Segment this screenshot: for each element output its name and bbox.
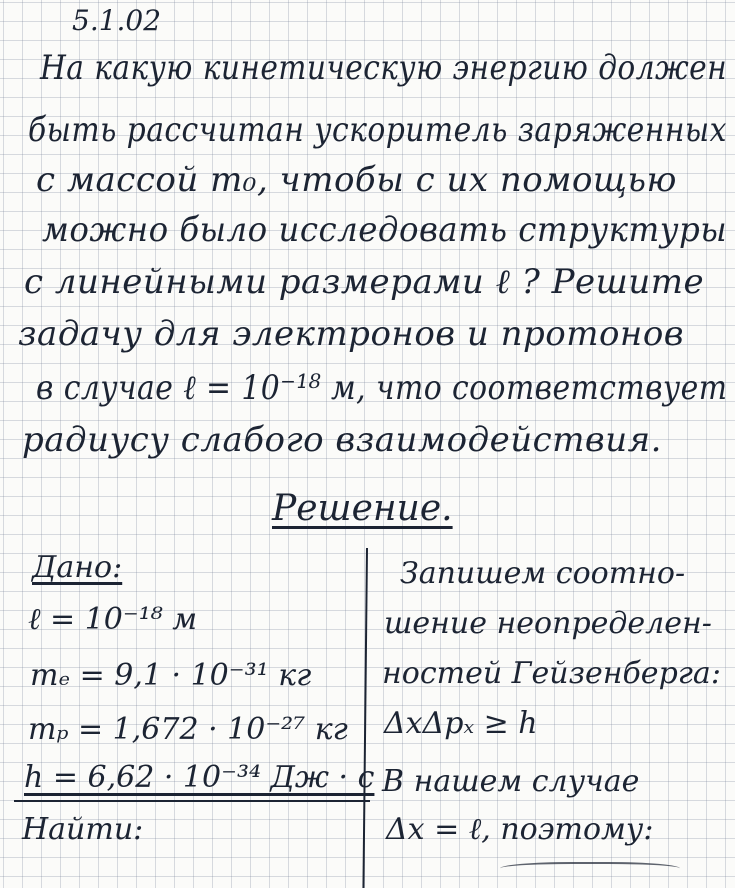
solution-line-2: шение неопределен- — [384, 606, 712, 641]
problem-line-1: На какую кинетическую энергию должен — [40, 48, 728, 88]
solution-line-4: ΔxΔpₓ ≥ h — [384, 706, 538, 741]
given-planck-constant: h = 6,62 · 10⁻³⁴ Дж · с — [24, 760, 375, 795]
find-title: Найти: — [22, 812, 144, 847]
problem-line-7: в случае ℓ = 10⁻¹⁸ м, что соответствует — [36, 368, 728, 408]
solution-line-3: ностей Гейзенберга: — [382, 656, 721, 691]
solution-heading: Решение. — [272, 488, 453, 529]
cut-off-handwriting — [500, 862, 680, 878]
column-divider — [362, 548, 368, 888]
problem-number: 5.1.02 — [72, 4, 162, 37]
given-electron-mass: mₑ = 9,1 · 10⁻³¹ кг — [30, 658, 312, 693]
problem-line-5: с линейными размерами ℓ ? Решите — [24, 262, 705, 302]
given-length: ℓ = 10⁻¹⁸ м — [28, 602, 198, 637]
solution-line-1: Запишем соотно- — [400, 556, 686, 591]
solution-line-5: В нашем случае — [382, 764, 640, 799]
given-proton-mass: mₚ = 1,672 · 10⁻²⁷ кг — [28, 712, 348, 747]
problem-line-4: можно было исследовать структуры — [42, 210, 728, 250]
given-title: Дано: — [32, 550, 123, 585]
problem-line-3: с массой m₀, чтобы с их помощью — [36, 160, 677, 200]
problem-line-6: задачу для электронов и протонов — [18, 314, 685, 354]
given-divider-line — [14, 800, 370, 802]
solution-line-6: Δx = ℓ, поэтому: — [386, 812, 654, 847]
problem-line-8: радиусу слабого взаимодействия. — [22, 420, 662, 460]
problem-line-2: быть рассчитан ускоритель заряженных — [28, 110, 727, 150]
